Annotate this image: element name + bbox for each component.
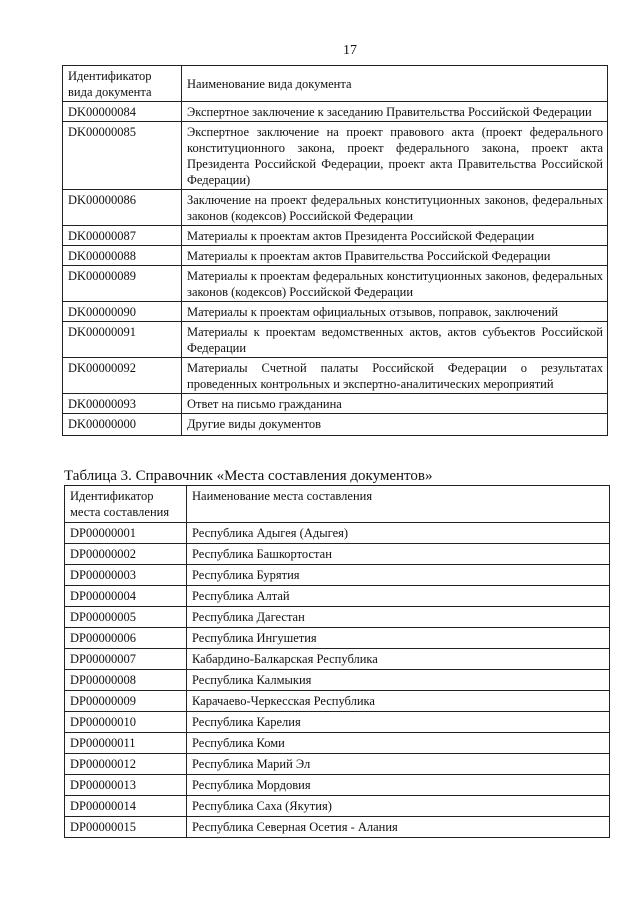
table-row [63,358,608,394]
row-name-cell: Республика Калмыкия [187,670,610,691]
row-name-cell: Материалы к проектам актов Правительства Российской Федерации [182,246,608,266]
row-id-cell: DK00000089 [63,266,182,302]
table-row [65,523,610,544]
header-name-cell: Наименование места составления [187,486,610,523]
row-id-cell: DP00000004 [65,586,187,607]
row-id-cell: DP00000010 [65,712,187,733]
table-row [63,102,608,122]
row-id-cell: DK00000087 [63,226,182,246]
table3-title: Таблица 3. Справочник «Места составления документов» [64,468,433,484]
row-name-cell: Материалы к проектам актов Президента Российской Федерации [182,226,608,246]
table-header-row [63,66,608,102]
header-id-cell: Идентификатор вида документа [63,66,182,102]
row-name-cell: Республика Марий Эл [187,754,610,775]
row-id-cell: DP00000011 [65,733,187,754]
table-row [65,544,610,565]
row-name-cell: Экспертное заключение к заседанию Правительства Российской Федерации [182,102,608,122]
row-id-cell: DP00000007 [65,649,187,670]
row-name-cell: Республика Мордовия [187,775,610,796]
row-name-cell: Республика Башкортостан [187,544,610,565]
row-id-cell: DP00000001 [65,523,187,544]
row-name-cell: Республика Ингушетия [187,628,610,649]
row-name-cell: Материалы Счетной палаты Российской Федерации о результатах проведенных контрольных и экспертно-аналитических мероприятий [182,358,608,394]
row-name-cell: Республика Дагестан [187,607,610,628]
table-row [65,565,610,586]
table-row [65,733,610,754]
table-row [65,586,610,607]
table-row [63,414,608,436]
row-name-cell: Республика Северная Осетия - Алания [187,817,610,838]
row-id-cell: DK00000000 [63,414,182,436]
row-name-cell: Экспертное заключение на проект правового акта (проект федерального конституционного закона, проект федерального закона, проект акта Президента Российской Федерации, проект акта Правительства Российской Федерации) [182,122,608,190]
row-id-cell: DP00000003 [65,565,187,586]
table-row [65,628,610,649]
table-row [63,246,608,266]
document-types-table [62,65,608,436]
table-row [65,691,610,712]
table-row [65,796,610,817]
row-name-cell: Ответ на письмо гражданина [182,394,608,414]
row-id-cell: DP00000009 [65,691,187,712]
row-id-cell: DP00000013 [65,775,187,796]
row-id-cell: DP00000015 [65,817,187,838]
table-row [63,122,608,190]
table-row [65,775,610,796]
row-id-cell: DP00000008 [65,670,187,691]
table-row [63,266,608,302]
table-row [65,649,610,670]
row-name-cell: Материалы к проектам официальных отзывов, поправок, заключений [182,302,608,322]
table-row [63,394,608,414]
table-row [63,226,608,246]
row-name-cell: Республика Коми [187,733,610,754]
row-name-cell: Республика Алтай [187,586,610,607]
row-id-cell: DK00000092 [63,358,182,394]
row-name-cell: Материалы к проектам федеральных конституционных законов, федеральных законов (кодексов) Российской Федерации [182,266,608,302]
row-name-cell: Республика Бурятия [187,565,610,586]
row-id-cell: DK00000090 [63,302,182,322]
table-row [65,670,610,691]
row-name-cell: Карачаево-Черкесская Республика [187,691,610,712]
row-name-cell: Заключение на проект федеральных конституционных законов, федеральных законов (кодексов) Российской Федерации [182,190,608,226]
row-id-cell: DK00000084 [63,102,182,122]
table-row [65,754,610,775]
row-id-cell: DP00000014 [65,796,187,817]
row-name-cell: Материалы к проектам ведомственных актов, актов субъектов Российской Федерации [182,322,608,358]
table-row [65,607,610,628]
table-row [65,712,610,733]
row-name-cell: Республика Адыгея (Адыгея) [187,523,610,544]
row-id-cell: DK00000091 [63,322,182,358]
row-id-cell: DK00000088 [63,246,182,266]
table-row [65,817,610,838]
row-id-cell: DP00000005 [65,607,187,628]
table-header-row [65,486,610,523]
row-id-cell: DP00000006 [65,628,187,649]
row-id-cell: DK00000093 [63,394,182,414]
table-row [63,322,608,358]
row-id-cell: DP00000012 [65,754,187,775]
row-name-cell: Республика Карелия [187,712,610,733]
page-number: 17 [343,43,357,58]
row-id-cell: DP00000002 [65,544,187,565]
header-name-cell: Наименование вида документа [182,66,608,102]
header-id-cell: Идентификатор места составления [65,486,187,523]
table-row [63,302,608,322]
places-table [64,485,610,838]
row-name-cell: Республика Саха (Якутия) [187,796,610,817]
row-name-cell: Кабардино-Балкарская Республика [187,649,610,670]
row-id-cell: DK00000085 [63,122,182,190]
table-row [63,190,608,226]
row-name-cell: Другие виды документов [182,414,608,436]
row-id-cell: DK00000086 [63,190,182,226]
